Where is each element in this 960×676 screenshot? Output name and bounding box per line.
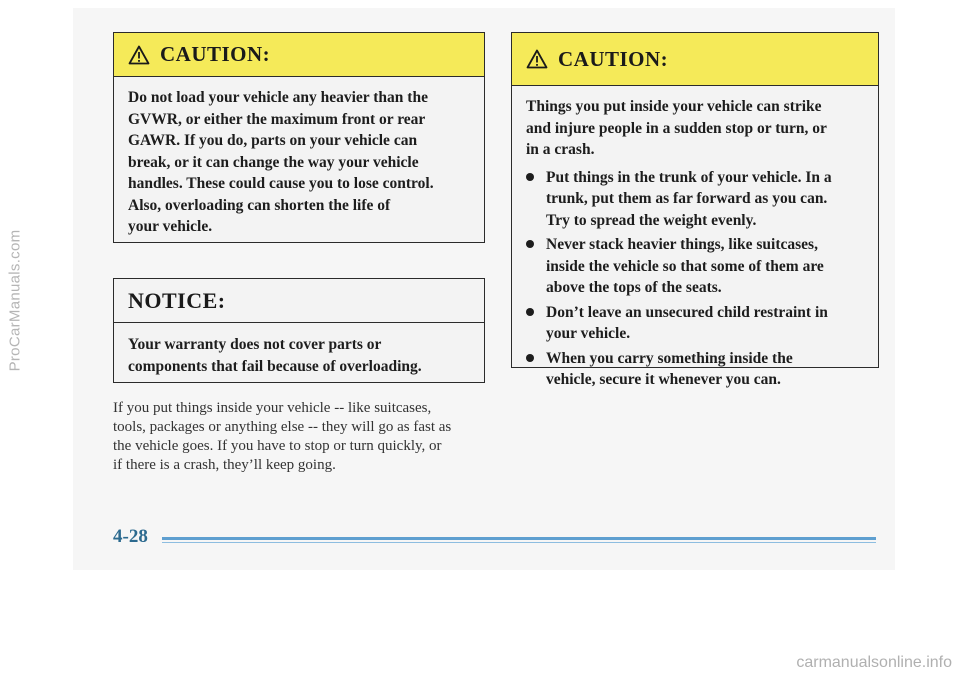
- bullet-line: inside the vehicle so that some of them are: [546, 257, 824, 275]
- footer-rule-thin: [162, 542, 876, 543]
- caution-intro-line: in a crash.: [526, 141, 595, 158]
- notice-line: Your warranty does not cover parts or: [128, 336, 382, 353]
- caution-intro-line: Things you put inside your vehicle can strike: [526, 98, 822, 115]
- caution-line: handles. These could cause you to lose control.: [128, 175, 434, 192]
- body-paragraph: [113, 399, 498, 475]
- notice-line: components that fail because of overloading.: [128, 357, 422, 375]
- warning-triangle-icon: [526, 49, 548, 69]
- body-line: tools, packages or anything else -- they will go as fast as: [113, 419, 452, 435]
- caution-line: Also, overloading can shorten the life of: [128, 196, 391, 214]
- caution-text-left: [114, 77, 484, 238]
- bullet-dot-icon: [526, 354, 534, 362]
- bottom-watermark: carmanualsonline.info: [796, 654, 952, 671]
- caution-line: GAWR. If you do, parts on your vehicle can: [128, 132, 418, 149]
- body-line: if there is a crash, they’ll keep going.: [113, 457, 336, 473]
- caution-bullet-list: [526, 167, 864, 391]
- bullet-dot-icon: [526, 173, 534, 181]
- side-watermark: [2, 40, 28, 560]
- page-number: 4-28: [113, 526, 148, 547]
- caution-line: your vehicle.: [128, 218, 213, 235]
- notice-box: [113, 278, 485, 383]
- bullet-line: Never stack heavier things, like suitcases,: [546, 236, 818, 253]
- bullet-line: above the tops of the seats.: [546, 279, 722, 296]
- bullet-item: [526, 167, 864, 232]
- notice-header: [114, 279, 484, 323]
- bullet-item: [526, 234, 864, 299]
- bullet-item: [526, 348, 864, 391]
- caution-text-right: [512, 86, 878, 391]
- bullet-line: trunk, put them as far forward as you can.: [546, 190, 828, 207]
- bullet-line: Don’t leave an unsecured child restraint in: [546, 303, 828, 321]
- body-line: the vehicle goes. If you have to stop or turn quickly, or: [113, 438, 442, 454]
- caution-intro-line: and injure people in a sudden stop or turn, or: [526, 119, 827, 137]
- bullet-line: your vehicle.: [546, 325, 631, 342]
- caution-box-right: [511, 32, 879, 388]
- caution-line: Do not load your vehicle any heavier than the: [128, 89, 428, 106]
- bullet-item: [526, 302, 864, 345]
- caution-line: break, or it can change the way your vehicle: [128, 153, 419, 171]
- side-watermark-text: ProCarManuals.com: [6, 229, 24, 371]
- body-line: If you put things inside your vehicle -- like suitcases,: [113, 400, 432, 416]
- bullet-line: Try to spread the weight evenly.: [546, 211, 757, 229]
- warning-triangle-icon: [128, 45, 150, 65]
- notice-text: [114, 323, 484, 377]
- bullet-dot-icon: [526, 308, 534, 316]
- bullet-line: vehicle, secure it whenever you can.: [546, 371, 781, 388]
- caution-label-left: CAUTION:: [160, 42, 271, 66]
- caution-header-left: [114, 33, 484, 77]
- bullet-line: Put things in the trunk of your vehicle. In a: [546, 168, 832, 186]
- caution-label-right: CAUTION:: [558, 46, 669, 71]
- caution-box-left: [113, 32, 485, 243]
- notice-label: NOTICE:: [128, 287, 226, 313]
- caution-line: GVWR, or either the maximum front or rear: [128, 110, 426, 128]
- caution-header-right: [512, 33, 878, 86]
- footer-rule: [162, 537, 876, 540]
- bullet-dot-icon: [526, 240, 534, 248]
- bullet-line: When you carry something inside the: [546, 349, 793, 367]
